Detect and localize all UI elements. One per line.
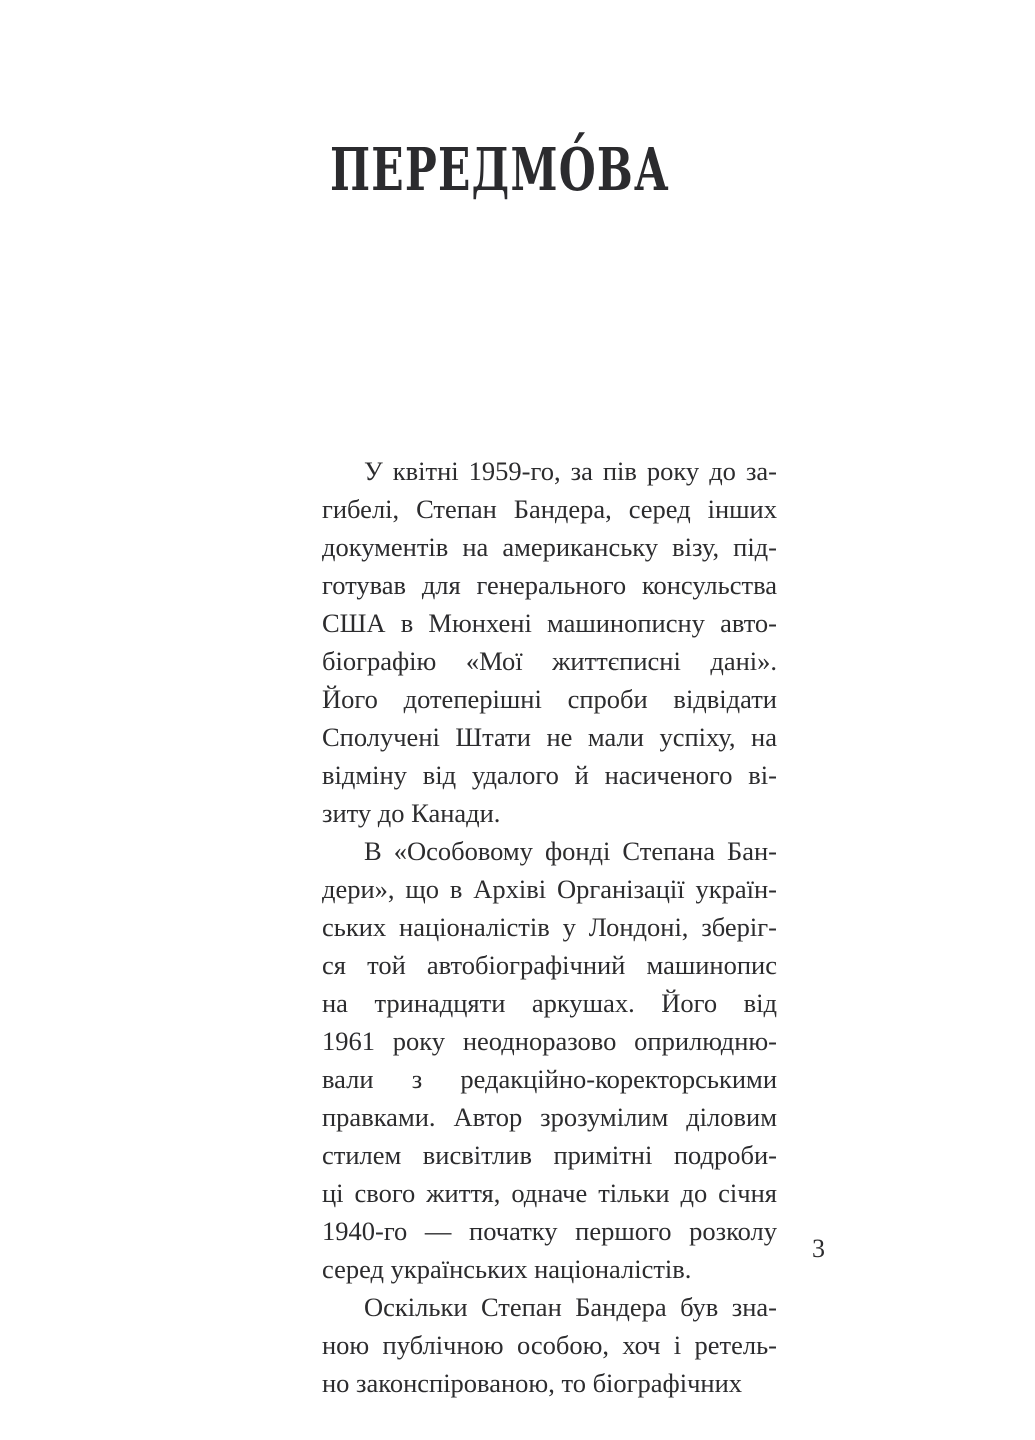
text-line: стилем висвітлив примітні подроби- xyxy=(322,1140,777,1170)
text-line: ських націоналістів у Лондоні, зберіг- xyxy=(322,912,777,942)
text-line: на тринадцяти аркушах. Його від xyxy=(322,988,777,1018)
text-line: но законспірованою, то біографічних xyxy=(322,1368,743,1398)
text-line: ці свого життя, одначе тільки до січня xyxy=(322,1178,777,1208)
text-line: вали з редакційно-коректорськими xyxy=(322,1064,777,1094)
body-text-block xyxy=(322,452,777,1402)
text-line: Сполучені Штати не мали успіху, на xyxy=(322,722,777,752)
text-line: біографію «Мої життєписні дані». xyxy=(322,646,777,676)
page-title: ПЕРЕДМО́ВА xyxy=(330,134,670,204)
text-line: 1961 року неодноразово оприлюдню- xyxy=(322,1026,777,1056)
text-line: документів на американську візу, під- xyxy=(322,532,777,562)
paragraph-1 xyxy=(322,452,777,832)
text-line: дери», що в Архіві Організації україн- xyxy=(322,874,777,904)
text-line: готував для генерального консульства xyxy=(322,570,777,600)
text-line: ною публічною особою, хоч і ретель- xyxy=(322,1330,777,1360)
text-line: зиту до Канади. xyxy=(322,798,501,828)
text-line: Його дотеперішні спроби відвідати xyxy=(322,684,777,714)
text-line: ся той автобіографічний машинопис xyxy=(322,950,777,980)
text-line: правками. Автор зрозумілим діловим xyxy=(322,1102,777,1132)
text-line: серед українських націоналістів. xyxy=(322,1254,692,1284)
text-line: США в Мюнхені машинописну авто- xyxy=(322,608,777,638)
text-line: В «Особовому фонді Степана Бан- xyxy=(364,836,777,866)
text-line: У квітні 1959-го, за пів року до за- xyxy=(364,456,777,486)
paragraph-3 xyxy=(322,1288,777,1402)
text-line: гибелі, Степан Бандера, серед інших xyxy=(322,494,777,524)
text-line: 1940-го — початку першого розколу xyxy=(322,1216,777,1246)
text-line: відміну від удалого й насиченого ві- xyxy=(322,760,777,790)
page-number: 3 xyxy=(812,1234,825,1263)
paragraph-2 xyxy=(322,832,777,1288)
text-line: Оскільки Степан Бандера був зна- xyxy=(364,1292,777,1322)
